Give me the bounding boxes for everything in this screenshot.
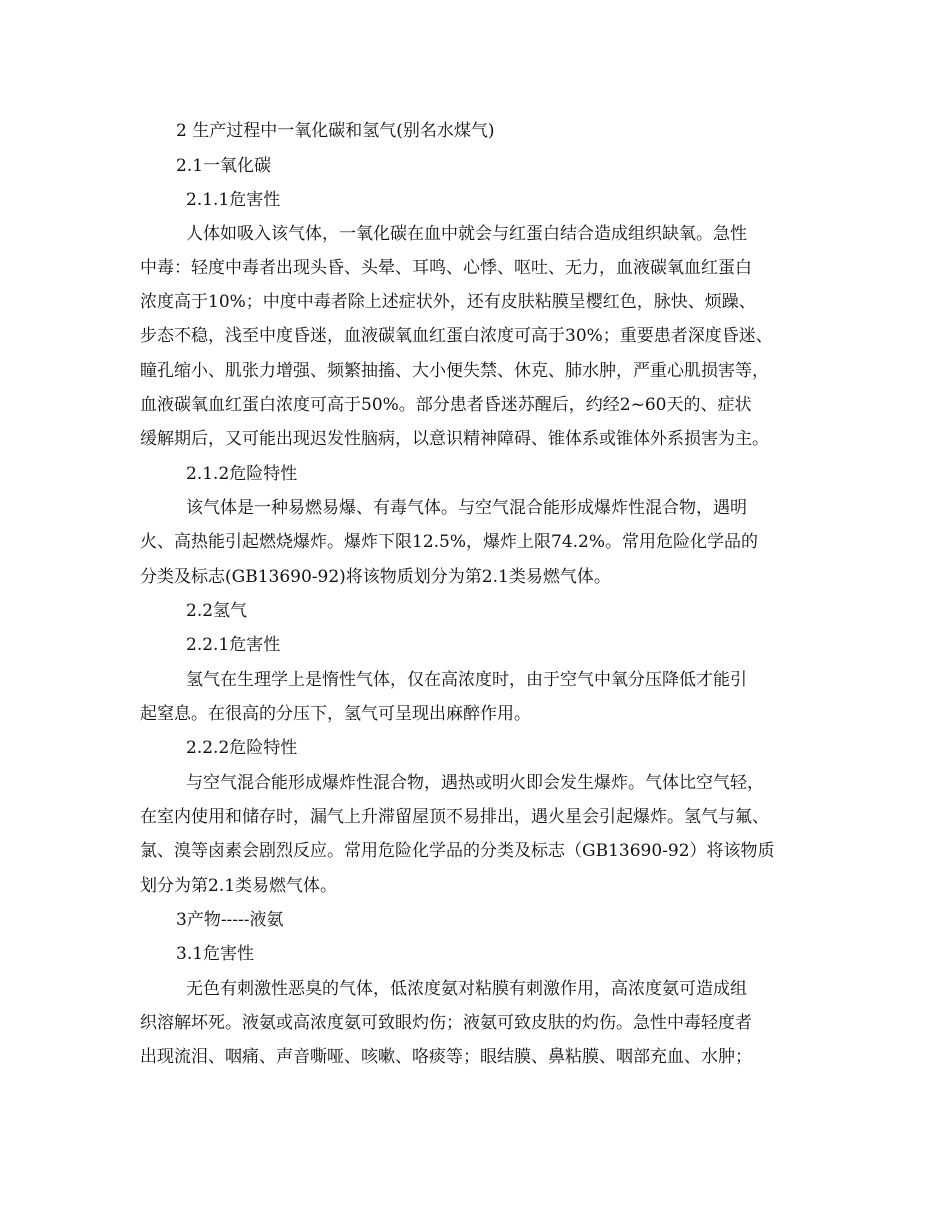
paragraph-line: 起窒息。在很高的分压下，氢气可呈现出麻醉作用。 [140, 704, 531, 724]
subsubsection-heading-2-2-1: 2.2.1危害性 [186, 635, 281, 655]
paragraph-line: 人体如吸入该气体，一氧化碳在血中就会与红蛋白结合造成组织缺氧。急性 [186, 224, 747, 244]
paragraph-line: 织溶解坏死。液氨或高浓度氨可致眼灼伤；液氨可致皮肤的灼伤。急性中毒轻度者 [140, 1013, 752, 1033]
paragraph-line: 血液碳氧血红蛋白浓度可高于50%。部分患者昏迷苏醒后，约经2~60天的、症状 [140, 395, 752, 415]
subsubsection-heading-2-1-2: 2.1.2危险特性 [186, 464, 298, 484]
subsection-heading-3-1: 3.1危害性 [176, 944, 255, 964]
paragraph-line: 氢气在生理学上是惰性气体，仅在高浓度时，由于空气中氧分压降低才能引 [186, 670, 747, 690]
paragraph-line: 无色有刺激性恶臭的气体，低浓度氨对粘膜有刺激作用，高浓度氨可造成组 [186, 979, 747, 999]
paragraph-line: 分类及标志(GB13690-92)将该物质划分为第2.1类易燃气体。 [140, 567, 611, 587]
paragraph-line: 缓解期后，又可能出现迟发性脑病，以意识精神障碍、锥体系或锥体外系损害为主。 [140, 429, 769, 449]
subsubsection-heading-2-1-1: 2.1.1危害性 [186, 190, 281, 210]
subsection-heading-2-2: 2.2氢气 [186, 601, 248, 621]
subsubsection-heading-2-2-2: 2.2.2危险特性 [186, 738, 298, 758]
paragraph-line: 氯、溴等卤素会剧烈反应。常用危险化学品的分类及标志（GB13690-92）将该物质 [140, 841, 775, 861]
paragraph-line: 在室内使用和储存时，漏气上升滞留屋顶不易排出，遇火星会引起爆炸。氢气与氟、 [140, 807, 769, 827]
paragraph-line: 瞳孔缩小、肌张力增强、频繁抽搐、大小便失禁、休克、肺水肿，严重心肌损害等， [140, 361, 769, 381]
paragraph-line: 中毒：轻度中毒者出现头昏、头晕、耳鸣、心悸、呕吐、无力，血液碳氧血红蛋白 [140, 258, 752, 278]
paragraph-line: 与空气混合能形成爆炸性混合物，遇热或明火即会发生爆炸。气体比空气轻， [186, 773, 764, 793]
paragraph-line: 步态不稳，浅至中度昏迷，血液碳氧血红蛋白浓度可高于30%；重要患者深度昏迷、 [140, 326, 773, 346]
paragraph-line: 划分为第2.1类易燃气体。 [140, 876, 338, 896]
paragraph-line: 出现流泪、咽痛、声音嘶哑、咳嗽、咯痰等；眼结膜、鼻粘膜、咽部充血、水肿； [140, 1047, 752, 1067]
paragraph-line: 火、高热能引起燃烧爆炸。爆炸下限12.5%，爆炸上限74.2%。常用危险化学品的 [140, 532, 759, 552]
subsection-heading-2-1: 2.1一氧化碳 [176, 156, 272, 176]
section-heading-3: 3产物-----液氨 [176, 910, 284, 930]
paragraph-line: 浓度高于10%；中度中毒者除上述症状外，还有皮肤粘膜呈樱红色，脉快、烦躁、 [140, 292, 756, 312]
paragraph-line: 该气体是一种易燃易爆、有毒气体。与空气混合能形成爆炸性混合物，遇明 [186, 498, 747, 518]
section-heading-2: 2 生产过程中一氧化碳和氢气(别名水煤气) [176, 121, 495, 141]
